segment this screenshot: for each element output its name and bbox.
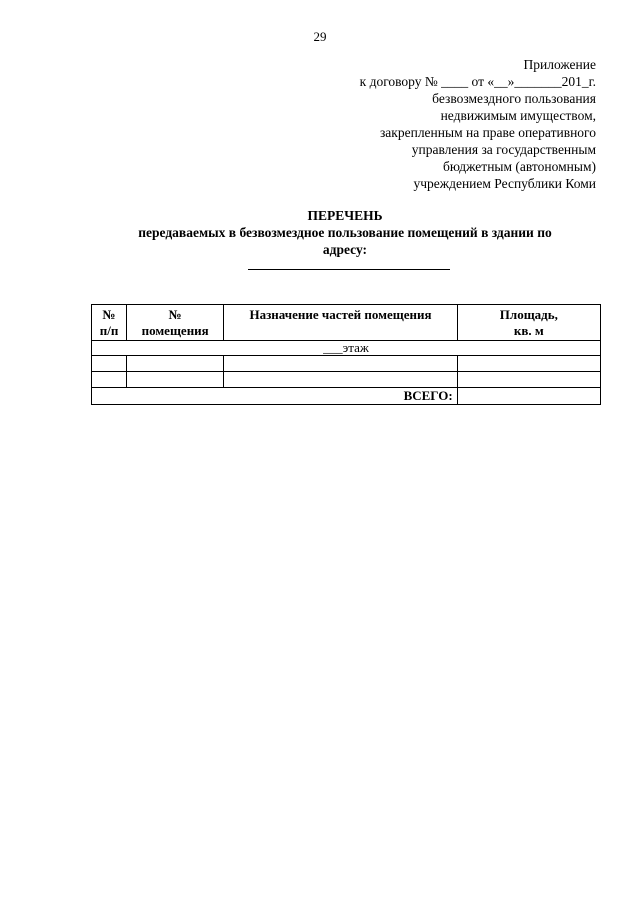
appendix-block xyxy=(276,56,596,192)
header-text: № xyxy=(102,307,116,322)
header-text: Назначение частей помещения xyxy=(249,307,432,322)
appendix-line: недвижимым имуществом, xyxy=(440,108,596,123)
table-row xyxy=(92,372,601,388)
appendix-line: закрепленным на праве оперативного xyxy=(379,125,596,140)
page-number: 29 xyxy=(313,29,327,44)
appendix-line: безвозмездного пользования xyxy=(432,91,596,106)
header-num xyxy=(92,305,127,341)
title-line: адресу: xyxy=(322,242,368,257)
floor-row xyxy=(92,341,601,356)
header-room xyxy=(127,305,224,341)
table-header-row xyxy=(92,305,601,341)
table-cell xyxy=(127,356,224,372)
appendix-line: к договору № ____ от «__»_______201_г. xyxy=(359,74,596,89)
total-row xyxy=(92,388,601,405)
total-value xyxy=(457,388,600,405)
total-label: ВСЕГО: xyxy=(92,388,458,405)
table-cell xyxy=(224,356,457,372)
appendix-line: учреждением Республики Коми xyxy=(413,176,596,191)
premises-table xyxy=(91,304,601,405)
header-text: помещения xyxy=(141,323,209,338)
title-line: передаваемых в безвозмездное пользование помещений в здании по xyxy=(138,225,552,240)
appendix-line: Приложение xyxy=(523,57,596,72)
header-text: Площадь, xyxy=(499,307,558,322)
document-title xyxy=(90,207,600,258)
appendix-line: управления за государственным xyxy=(411,142,596,157)
table-cell xyxy=(224,372,457,388)
table-cell xyxy=(457,356,600,372)
appendix-line: бюджетным (автономным) xyxy=(443,159,596,174)
header-area xyxy=(457,305,600,341)
address-blank-line xyxy=(248,269,450,270)
table-row xyxy=(92,356,601,372)
header-text: п/п xyxy=(99,323,119,338)
table-cell xyxy=(92,372,127,388)
header-text: № xyxy=(168,307,182,322)
title-heading: ПЕРЕЧЕНЬ xyxy=(307,208,383,223)
table-cell xyxy=(92,356,127,372)
table-cell xyxy=(457,372,600,388)
floor-label: ___этаж xyxy=(92,341,601,356)
table-cell xyxy=(127,372,224,388)
header-purpose xyxy=(224,305,457,341)
header-text: кв. м xyxy=(513,323,544,338)
